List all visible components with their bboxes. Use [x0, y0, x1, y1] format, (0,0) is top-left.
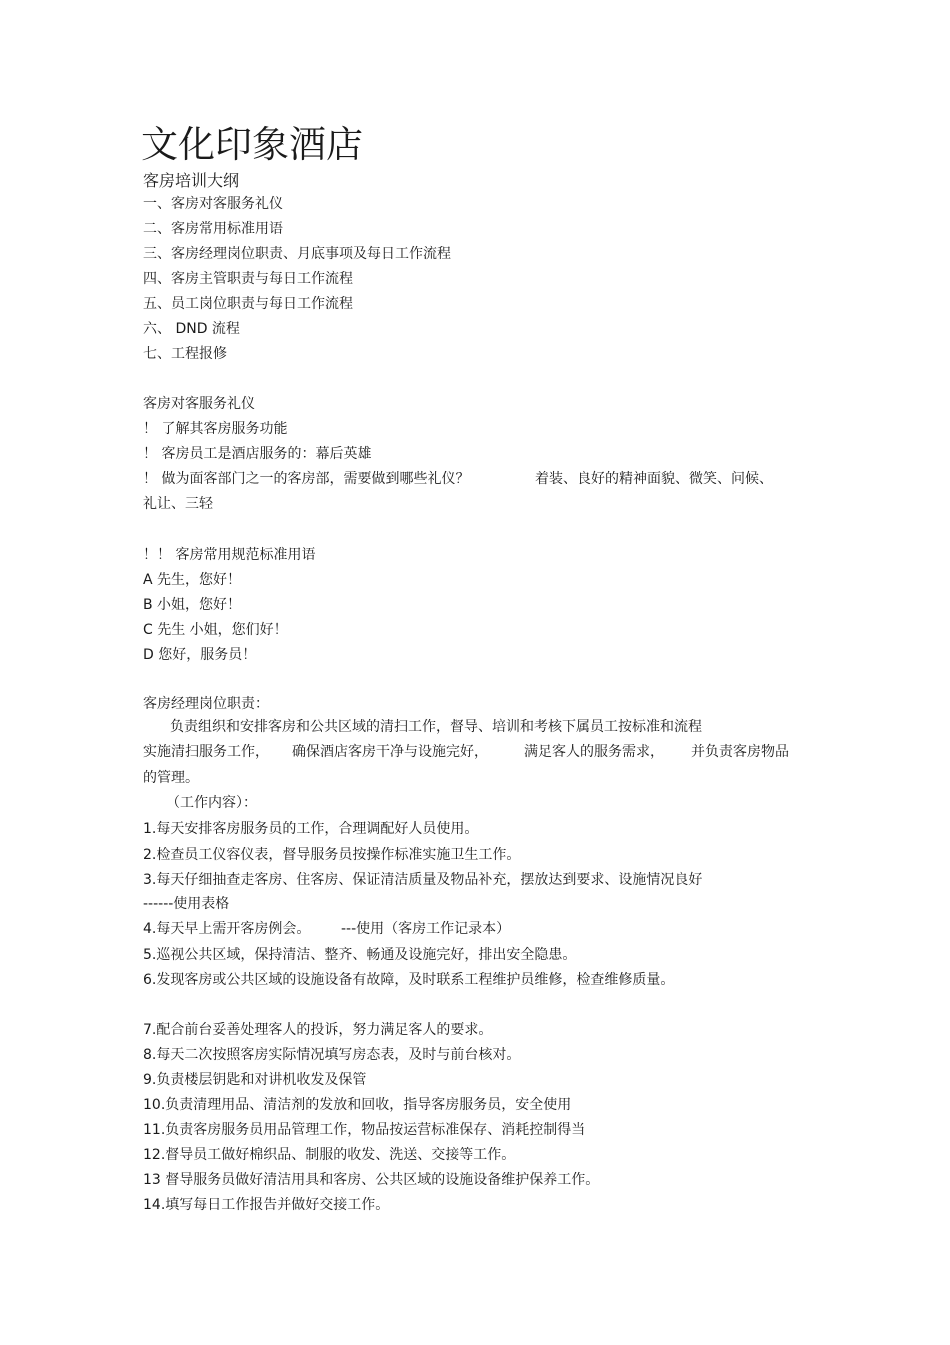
toc-item: 三、客房经理岗位职责、月底事项及每日工作流程: [143, 246, 451, 262]
toc-item: 五、员工岗位职责与每日工作流程: [143, 296, 353, 312]
toc-item: 一、客房对客服务礼仪: [143, 196, 283, 212]
section-heading: 客房对客服务礼仪: [143, 396, 255, 412]
duty-item: 9.负责楼层钥匙和对讲机收发及保管: [143, 1072, 367, 1088]
bullet-line: ！ 了解其客房服务功能: [143, 421, 288, 437]
paragraph-line: 并负责客房物品: [691, 744, 789, 760]
duty-item: 10.负责清理用品、清洁剂的发放和回收，指导客房服务员，安全使用: [143, 1097, 572, 1113]
bullet-line: ！ 做为面客部门之一的客房部，需要做到哪些礼仪？: [143, 471, 470, 487]
work-content-label: （工作内容）：: [166, 795, 257, 811]
duty-item: 13 督导服务员做好清洁用具和客房、公共区域的设施设备维护保养工作。: [143, 1172, 600, 1188]
paragraph-line: 实施清扫服务工作，: [143, 744, 269, 760]
phrase-line: D 您好，服务员！: [143, 647, 257, 663]
paragraph-line: 满足客人的服务需求，: [524, 744, 664, 760]
duty-item: 1.每天安排客房服务员的工作，合理调配好人员使用。: [143, 821, 479, 837]
section-heading: 客房经理岗位职责：: [143, 696, 269, 712]
toc-item: 六、 DND 流程: [143, 321, 240, 337]
toc-item: 四、客房主管职责与每日工作流程: [143, 271, 353, 287]
duty-item-continued: ------使用表格: [143, 896, 230, 912]
duty-item: 4.每天早上需开客房例会。: [143, 921, 311, 937]
paragraph-line: 确保酒店客房干净与设施完好，: [292, 744, 488, 760]
toc-item: 二、客房常用标准用语: [143, 221, 283, 237]
toc-item: 七、工程报修: [143, 346, 227, 362]
phrase-line: B 小姐，您好！: [143, 597, 242, 613]
paragraph-line: 的管理。: [143, 770, 199, 786]
duty-item: 6.发现客房或公共区域的设施设备有故障，及时联系工程维护员维修，检查维修质量。: [143, 972, 675, 988]
duty-item: 5.巡视公共区域，保持清洁、整齐、畅通及设施完好，排出安全隐患。: [143, 947, 577, 963]
phrase-line: A 先生，您好！: [143, 572, 242, 588]
bullet-line: ！ 客房员工是酒店服务的：幕后英雄: [143, 446, 372, 462]
paragraph-line: 负责组织和安排客房和公共区域的清扫工作，督导、培训和考核下属员工按标准和流程: [170, 719, 702, 735]
bullet-line-answer: 着装、良好的精神面貌、微笑、问候、: [535, 471, 773, 487]
duty-item: 7.配合前台妥善处理客人的投诉，努力满足客人的要求。: [143, 1022, 493, 1038]
duty-item: 12.督导员工做好棉织品、制服的收发、洗送、交接等工作。: [143, 1147, 516, 1163]
duty-item: 11.负责客房服务员用品管理工作，物品按运营标准保存、消耗控制得当: [143, 1122, 586, 1138]
phrase-line: C 先生 小姐，您们好！: [143, 622, 288, 638]
bullet-line-continued: 礼让、三轻: [143, 496, 213, 512]
section-heading: ！！ 客房常用规范标准用语: [143, 547, 316, 563]
duty-item: 14.填写每日工作报告并做好交接工作。: [143, 1197, 390, 1213]
duty-item-note: ---使用（客房工作记录本）: [341, 921, 511, 937]
duty-item: 2.检查员工仪容仪表，督导服务员按操作标准实施卫生工作。: [143, 847, 521, 863]
duty-item: 3.每天仔细抽查走客房、住客房、保证清洁质量及物品补充，摆放达到要求、设施情况良好: [143, 872, 703, 888]
document-title: 文化印象酒店: [141, 123, 363, 166]
document-subtitle: 客房培训大纲: [143, 171, 240, 190]
duty-item: 8.每天二次按照客房实际情况填写房态表，及时与前台核对。: [143, 1047, 521, 1063]
